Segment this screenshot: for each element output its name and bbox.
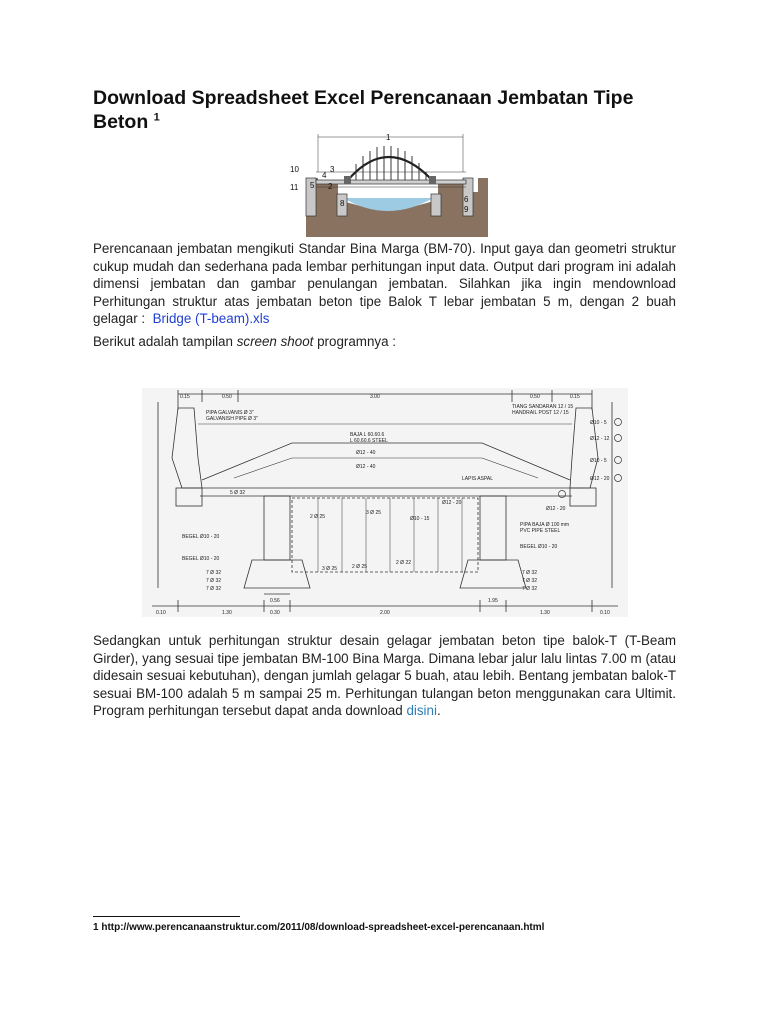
fig1-label-6: 6: [464, 195, 469, 204]
fig2-dim-bot-7: 0.10: [600, 610, 610, 616]
fig2-dim-top-300: 3.00: [370, 394, 380, 400]
fig2-left-note-3: BEGEL Ø10 - 20: [182, 534, 220, 540]
fig2-left-note-2: 5 Ø 32: [230, 490, 246, 496]
fig2-right-note-7: PIPA BAJA Ø 100 mm: [520, 522, 570, 528]
fig2-right-note-3: Ø12 - 12: [590, 436, 610, 442]
fig2-right-note-1: HANDRAIL POST 12 / 15: [512, 410, 569, 416]
title-text: Download Spreadsheet Excel Perencanaan Jembatan Tipe Beton: [93, 87, 634, 133]
fig2-center-note-4: LAPIS ASPAL: [462, 476, 494, 482]
fig2-dim-bot-1: 1.30: [222, 610, 232, 616]
page-title: [93, 86, 693, 134]
fig2-left-note-4: BEGEL Ø10 - 20: [182, 556, 220, 562]
p2-before: Berikut adalah tampilan: [93, 334, 233, 349]
paragraph-tbeam-text: Sedangkan untuk perhitungan struktur desain gelagar jembatan beton tipe balok-T (T-Beam Girder), yang sesuai tipe jembatan BM-100 Bina Marga. Dimana lebar jalur lalu lintas 7.00 m (atau didesain sesuai kebutuhan), dengan jumlah gelagar 5 buah, atau lebih. Bentang jembatan balok-T sesuai BM-100 adalah 5 m sampai 25 m. Perhitungan tulangan beton menggunakan cara Ultimit. Program perhitungan tersebut dapat anda download: [93, 633, 676, 719]
fig2-center-note-10: Ø12 - 20: [442, 500, 462, 506]
fig1-label-3: 3: [330, 165, 335, 174]
fig2-left-note-0: PIPA GALVANIS Ø 3": [206, 410, 254, 416]
fig1-label-1: 1: [386, 133, 391, 142]
fig2-center-note-2: Ø12 - 40: [356, 450, 376, 456]
bridge-xls-link[interactable]: Bridge (T-beam).xls: [152, 311, 270, 327]
fig2-center-note-6: 3 Ø 25: [366, 510, 382, 516]
fig2-center-note-8: 2 Ø 25: [352, 564, 368, 570]
bridge-elevation-figure: [288, 132, 488, 237]
disini-link[interactable]: disini: [406, 703, 437, 719]
fig1-label-9: 9: [464, 205, 469, 214]
fig2-right-note-11: 7 Ø 32: [522, 578, 538, 584]
p2-italic: screen shoot: [236, 334, 314, 349]
fig2-right-note-12: 7 Ø 32: [522, 586, 538, 592]
paragraph-tbeam: [93, 632, 676, 720]
fig2-dim-bot-2: 0.56: [270, 598, 280, 604]
fig2-dim-bot-6: 1.30: [540, 610, 550, 616]
fig1-label-5: 5: [310, 181, 315, 190]
fig2-center-note-0: BAJA L 60.60.6: [350, 432, 385, 438]
fig2-right-note-4: Ø10 - 5: [590, 458, 607, 464]
fig2-left-note-1: GALVANISH PIPE Ø 3": [206, 416, 258, 422]
title-footnote-ref[interactable]: 1: [153, 111, 160, 124]
fig2-left-note-6: 7 Ø 32: [206, 578, 222, 584]
paragraph-intro: [93, 240, 676, 328]
fig2-dim-top-050b: 0.50: [530, 394, 540, 400]
fig2-dim-top-015b: 0.15: [570, 394, 580, 400]
fig2-center-note-11: 2 Ø 22: [396, 560, 412, 566]
fig2-right-note-9: BEGEL Ø10 - 20: [520, 544, 558, 550]
fig2-left-note-7: 7 Ø 32: [206, 586, 222, 592]
fig2-right-note-8: PVC PIPE STEEL: [520, 528, 561, 534]
fig2-center-note-9: 3 Ø 25: [322, 566, 338, 572]
fig2-dim-top-015a: 0.15: [180, 394, 190, 400]
fig2-right-note-2: Ø10 - 5: [590, 420, 607, 426]
fig2-right-note-5: Ø12 - 20: [590, 476, 610, 482]
paragraph-tbeam-end: .: [436, 703, 441, 719]
fig2-dim-bot-4: 2.00: [380, 610, 390, 616]
fig2-center-note-5: 2 Ø 25: [310, 514, 326, 520]
fig1-label-4: 4: [322, 171, 327, 180]
fig2-left-note-5: 7 Ø 32: [206, 570, 222, 576]
footnote[interactable]: 1 http://www.perencanaanstruktur.com/2011/08/download-spreadsheet-excel-perencanaan.html: [93, 922, 545, 933]
paragraph-intro-text: Perencanaan jembatan mengikuti Standar Bina Marga (BM-70). Input gaya dan geometri struktur cukup mudah dan sederhana pada lembar perhitungan input data. Output dari program ini adalah dimensi jembatan dan gambar penulangan jembatan. Silahkan jika ingin mendownload Perhitungan struktur atas jembatan beton tipe Balok T lebar jembatan 5 m, dengan 2 buah gelagar :: [93, 241, 676, 327]
fig2-dim-bot-5: 1.95: [488, 598, 498, 604]
fig2-center-note-3: Ø12 - 40: [356, 464, 376, 470]
fig2-right-note-10: 7 Ø 32: [522, 570, 538, 576]
fig2-center-note-1: L 60.60.6 STEEL: [350, 438, 388, 444]
p2-after: programnya :: [317, 334, 396, 349]
fig2-right-note-0: TIANG SANDARAN 12 / 15: [512, 404, 574, 410]
paragraph-screenshot-intro: [93, 333, 676, 351]
fig2-dim-top-050: 0.50: [222, 394, 232, 400]
tbeam-section-drawing: [142, 388, 628, 617]
fig1-label-8: 8: [340, 199, 345, 208]
fig1-label-10: 10: [290, 165, 299, 174]
fig1-label-11: 11: [290, 183, 299, 192]
fig2-dim-bot-3: 0.30: [270, 610, 280, 616]
fig2-dim-bot-0: 0.10: [156, 610, 166, 616]
footnote-separator: [93, 916, 240, 917]
fig2-center-note-7: Ø10 - 15: [410, 516, 430, 522]
fig2-right-note-6: Ø12 - 20: [546, 506, 566, 512]
fig1-label-2: 2: [328, 182, 333, 191]
